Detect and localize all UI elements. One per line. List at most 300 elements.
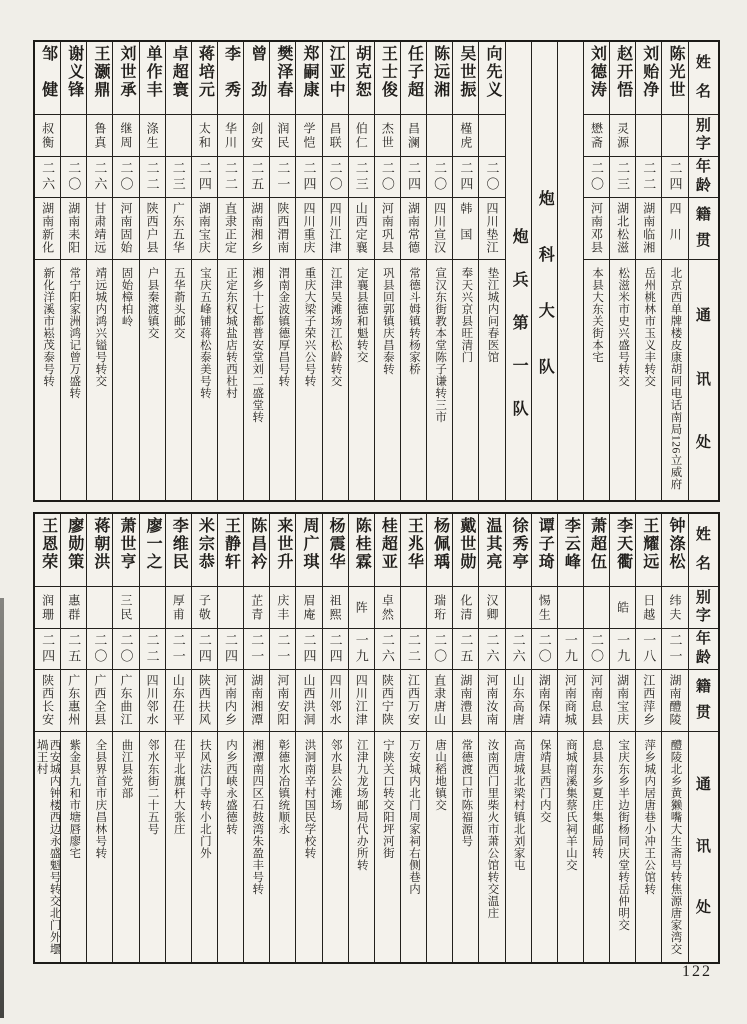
native-place-cell: 四川垫江 [479,197,504,259]
address-cell: 紫金县九和市塘唇廖宅 [61,731,86,962]
native-place-cell: 山东茌平 [166,669,191,731]
age-cell: 二一 [244,628,269,669]
address-cell: 松滋米市史兴盛号转交 [610,259,635,500]
roster-entry-column [531,514,557,962]
address-cell: 万安城内北门周家祠右侧巷内 [401,731,426,962]
courtesy-name-cell: 三民 [113,586,138,628]
address-cell: 彰德水冶镇统顺永 [270,731,295,962]
roster-entry-column [609,514,635,962]
native-place-cell: 直隶正定 [218,197,243,259]
courtesy-name-cell [558,586,583,628]
name-cell: 陈光世 [666,45,684,99]
roster-entry-column [217,42,243,500]
row-header-zi: 别 字 [689,586,719,628]
roster-entry-column [60,42,86,500]
row-header-name: 姓 名 [695,527,711,572]
roster-entry-column [243,514,269,962]
address-cell: 垫江城内问春医馆 [479,259,504,500]
roster-entry-column [191,514,217,962]
courtesy-name-cell: 皓 [610,586,635,628]
native-place-cell: 直隶唐山 [427,669,452,731]
courtesy-name-cell: 昌联 [323,114,348,156]
name-cell: 蒋朝洪 [91,517,109,571]
age-cell: 二四 [453,156,478,197]
native-place-cell: 湖南醴陵 [662,669,687,731]
name-cell: 郑嗣康 [300,45,318,99]
name-cell: 谭子琦 [536,517,554,571]
address-cell: 萍乡城内居唐巷小冲王公馆转 [636,731,661,962]
name-cell: 杨震华 [327,517,345,571]
roster-entry-column [139,514,165,962]
address-cell: 洪洞南辛村国民学校转 [296,731,321,962]
courtesy-name-cell: 槿虎 [453,114,478,156]
address-cell: 保靖县西门内交 [532,731,557,962]
address-cell: 五华萮头邮交 [166,259,191,500]
courtesy-name-cell: 阵 [349,586,374,628]
native-place-cell: 四川江津 [349,669,374,731]
native-place-cell: 河南内乡 [218,669,243,731]
address-cell: 巩县回郭镇庆昌泰转 [375,259,400,500]
roster-entry-column [217,514,243,962]
native-place-cell: 湖南耒阳 [61,197,86,259]
native-place-cell: 陕西宁陕 [375,669,400,731]
courtesy-name-cell [87,586,112,628]
name-cell: 王耀远 [640,517,658,571]
section-title-column [505,42,531,500]
native-place-cell: 甘肃靖远 [87,197,112,259]
courtesy-name-cell: 懋斋 [584,114,609,156]
courtesy-name-cell: 继周 [113,114,138,156]
address-cell: 渭南金波镇德厚昌号转 [270,259,295,500]
roster-entry-column [452,514,478,962]
binding-shadow [0,598,4,1018]
courtesy-name-cell: 昌澜 [401,114,426,156]
native-place-cell: 河南安阳 [270,669,295,731]
row-header-native: 籍 贯 [689,669,719,731]
address-cell: 定襄县德和魁转交 [349,259,374,500]
section-title: 炮兵第一队 [510,228,528,443]
address-cell: 岳州桃林市玉义丰转交 [636,259,661,500]
native-place-cell: 湖南临湘 [636,197,661,259]
age-cell: 二二 [636,156,661,197]
name-cell: 陈远湘 [431,45,449,99]
roster-entry-column [269,42,295,500]
name-cell: 温其亮 [483,517,501,571]
roster-entry-column [322,42,348,500]
name-cell: 李维民 [170,517,188,571]
age-cell: 二〇 [323,156,348,197]
age-cell: 二〇 [61,156,86,197]
courtesy-name-cell: 瑞珩 [427,586,452,628]
roster-entry-column [269,514,295,962]
native-place-cell: 湖南常德 [401,197,426,259]
roster-entry-column [635,514,661,962]
section-title-column [531,42,557,500]
roster-entry-column [478,514,504,962]
courtesy-name-cell [140,586,165,628]
courtesy-name-cell: 汉卿 [479,586,504,628]
courtesy-name-cell: 学恺 [296,114,321,156]
courtesy-name-cell [662,114,687,156]
courtesy-name-cell: 庆丰 [270,586,295,628]
age-cell: 二二 [401,628,426,669]
roster-table-top [33,40,720,502]
courtesy-name-cell: 润珊 [35,586,60,628]
courtesy-name-cell: 灵源 [610,114,635,156]
native-place-cell: 四川宣汉 [427,197,452,259]
age-cell: 一八 [636,628,661,669]
age-cell: 二〇 [427,628,452,669]
age-cell: 二六 [479,628,504,669]
age-cell: 二一 [166,628,191,669]
roster-entry-column [557,514,583,962]
roster-entry-column [400,42,426,500]
courtesy-name-cell [506,586,531,628]
courtesy-name-cell: 化清 [453,586,478,628]
name-cell: 桂超亚 [379,517,397,571]
native-place-cell: 广东五华 [166,197,191,259]
age-cell: 二〇 [479,156,504,197]
roster-entry-column [165,514,191,962]
address-cell: 宣汉东街教本堂陈子谦转三市 [427,259,452,500]
native-place-cell: 陕西渭南 [270,197,295,259]
name-cell: 来世升 [274,517,292,571]
native-place-cell: 广西全县 [87,669,112,731]
courtesy-name-cell [479,114,504,156]
row-header-name: 姓 名 [695,55,711,100]
native-place-cell: 陕西长安 [35,669,60,731]
age-cell: 二〇 [427,156,452,197]
name-cell: 吴世振 [457,45,475,99]
roster-entry-column [86,42,112,500]
name-cell: 刘贻净 [640,45,658,99]
name-cell: 杨佩瑀 [431,517,449,571]
name-cell: 王兆华 [405,517,423,571]
name-cell: 单作丰 [144,45,162,99]
address-cell: 靖远城内鸿兴镒号转交 [87,259,112,500]
name-cell: 王灏鼎 [91,45,109,99]
age-cell: 二四 [323,628,348,669]
name-cell: 樊泽春 [274,45,292,99]
age-cell: 二一 [662,628,687,669]
roster-entry-column [165,42,191,500]
address-cell: 全县界首市庆昌林号转 [87,731,112,962]
courtesy-name-cell: 子敬 [192,586,217,628]
age-cell: 二二 [140,156,165,197]
name-cell: 王士俊 [379,45,397,99]
row-header-address: 通 讯 处 [689,731,719,962]
age-cell: 二六 [506,628,531,669]
courtesy-name-cell: 鲁真 [87,114,112,156]
name-cell: 任子超 [405,45,423,99]
address-cell: 新化洋溪市崧茂泰号转 [35,259,60,500]
native-place-cell: 湖南保靖 [532,669,557,731]
roster-entry-column [452,42,478,500]
courtesy-name-cell: 日越 [636,586,661,628]
courtesy-name-cell: 惠群 [61,586,86,628]
row-header-zi: 别 字 [689,114,719,156]
roster-entry-column [609,42,635,500]
age-cell: 二一 [270,156,295,197]
age-cell: 二〇 [375,156,400,197]
age-cell: 二〇 [532,628,557,669]
age-cell: 二三 [349,156,374,197]
name-cell: 萧超伍 [588,517,606,571]
address-cell: 宝庆五峰铺蒋松泰美号转 [192,259,217,500]
age-cell: 二四 [296,628,321,669]
name-cell: 曾 劲 [248,45,266,99]
roster-entry-column [243,42,269,500]
name-cell: 米宗恭 [196,517,214,571]
address-cell: 宝庆东乡半边街杨同庆堂转岳仲明交 [610,731,635,962]
native-place-cell: 陕西户县 [140,197,165,259]
courtesy-name-cell [218,586,243,628]
native-place-cell: 河南息县 [584,669,609,731]
name-cell: 廖勋策 [65,517,83,571]
native-place-cell: 四川邻水 [323,669,348,731]
name-cell: 李天衢 [614,517,632,571]
address-cell: 商城南溪集蔡氏祠羊山交 [558,731,583,962]
courtesy-name-cell: 涤生 [140,114,165,156]
name-cell: 王静轩 [222,517,240,571]
age-cell: 一九 [349,628,374,669]
age-cell: 二五 [453,628,478,669]
roster-entry-column [374,514,400,962]
roster-entry-column [661,42,687,500]
roster-entry-column [374,42,400,500]
roster-entry-column [583,514,609,962]
courtesy-name-cell: 华川 [218,114,243,156]
courtesy-name-cell: 剑安 [244,114,269,156]
age-cell: 二〇 [113,628,138,669]
address-cell: 邻水东街二十五号 [140,731,165,962]
roster-entry-column [505,514,531,962]
roster-entry-column [295,514,321,962]
age-cell: 二四 [401,156,426,197]
address-cell: 茌平北旗杆大张庄 [166,731,191,962]
courtesy-name-cell [61,114,86,156]
native-place-cell: 湖南新化 [35,197,60,259]
native-place-cell: 江西萍乡 [636,669,661,731]
native-place-cell: 湖南湘乡 [244,197,269,259]
name-cell: 赵开悟 [614,45,632,99]
age-cell: 二四 [35,628,60,669]
native-place-cell: 湖南宝庆 [610,669,635,731]
native-place-cell: 山西定襄 [349,197,374,259]
native-place-cell: 湖南湘潭 [244,669,269,731]
native-place-cell: 江西万安 [401,669,426,731]
address-cell: 户县秦渡镇交 [140,259,165,500]
age-cell: 一九 [558,628,583,669]
age-cell: 二六 [87,156,112,197]
address-cell: 重庆大梁子荣兴公号转 [296,259,321,500]
name-cell: 戴世勋 [457,517,475,571]
name-cell: 卓超寰 [170,45,188,99]
courtesy-name-cell: 润民 [270,114,295,156]
address-cell: 息县东乡夏庄集邮局转 [584,731,609,962]
name-cell: 徐秀亭 [510,517,528,571]
roster-entry-column [583,42,609,500]
courtesy-name-cell: 厚甫 [166,586,191,628]
address-cell: 内乡西峡永盛德转 [218,731,243,962]
address-cell: 固始樟柏岭 [113,259,138,500]
address-cell: 常德斗姆镇转杨家桥 [401,259,426,500]
roster-entry-column [426,514,452,962]
name-cell: 蒋培元 [196,45,214,99]
name-cell: 廖一之 [144,517,162,571]
roster-entry-column [348,42,374,500]
roster-entry-column [112,42,138,500]
address-cell: 醴陵北乡黄獭嘴大生斋号转焦源唐家湾交 [662,731,687,962]
address-cell: 正定东权城盐店转西杜村 [218,259,243,500]
native-place-cell: 河南巩县 [375,197,400,259]
courtesy-name-cell [427,114,452,156]
spacer-column [557,42,583,500]
roster-table-bottom [33,512,720,964]
roster-entry-column [322,514,348,962]
name-cell: 萧世亨 [117,517,135,571]
name-cell: 刘德涛 [588,45,606,99]
address-cell: 北京西单牌楼皮康胡同电话南局126立威府 [662,259,687,500]
age-cell: 二四 [296,156,321,197]
native-place-cell: 四川江津 [323,197,348,259]
native-place-cell: 广东曲江 [113,669,138,731]
native-place-cell: 河南商城 [558,669,583,731]
roster-entry-column [348,514,374,962]
courtesy-name-cell: 祖熙 [323,586,348,628]
roster-entry-column [400,514,426,962]
age-cell: 二六 [35,156,60,197]
native-place-cell: 四川邻水 [140,669,165,731]
age-cell: 二二 [140,628,165,669]
roster-entry-column [661,514,687,962]
age-cell: 二五 [244,156,269,197]
address-cell: 江津吴滩场江松龄转交 [323,259,348,500]
name-cell: 胡克恕 [353,45,371,99]
name-cell: 谢义锋 [65,45,83,99]
roster-entry-column [191,42,217,500]
roster-entry-column [139,42,165,500]
address-cell: 曲江县党部 [113,731,138,962]
name-cell: 李云峰 [562,517,580,571]
courtesy-name-cell: 杰世 [375,114,400,156]
page-number: 122 [682,963,712,980]
address-cell: 邻水县公滩场 [323,731,348,962]
name-cell: 刘世承 [117,45,135,99]
courtesy-name-cell: 卓然 [375,586,400,628]
courtesy-name-cell [584,586,609,628]
native-place-cell: 湖南宝庆 [192,197,217,259]
name-cell: 邹 健 [39,45,57,99]
age-cell: 二四 [192,156,217,197]
age-cell: 二四 [192,628,217,669]
roster-entry-column [35,42,60,500]
age-cell: 二三 [166,156,191,197]
native-place-cell: 韩 国 [453,197,478,259]
age-cell: 二五 [61,628,86,669]
section-title: 炮科大队 [536,190,554,414]
age-cell: 二三 [610,156,635,197]
name-cell: 江亚中 [327,45,345,99]
native-place-cell: 河南邓县 [584,197,609,259]
address-cell: 唐山稻地镇交 [427,731,452,962]
name-cell: 周广琪 [300,517,318,571]
courtesy-name-cell [636,114,661,156]
row-header-address: 通 讯 处 [689,259,719,500]
name-cell: 钟涤松 [666,517,684,571]
roster-entry-column [295,42,321,500]
roster-entry-column [86,514,112,962]
native-place-cell: 四川重庆 [296,197,321,259]
row-headers-column [688,42,719,500]
native-place-cell: 河南汝南 [479,669,504,731]
roster-entry-column [60,514,86,962]
age-cell: 二〇 [584,156,609,197]
address-cell: 扶风法门寺转小北门外 [192,731,217,962]
courtesy-name-cell [401,586,426,628]
courtesy-name-cell [166,114,191,156]
address-cell: 湘乡十七都普安堂刘二盛堂转 [244,259,269,500]
courtesy-name-cell: 芷青 [244,586,269,628]
roster-entry-column [35,514,60,962]
age-cell: 二四 [218,628,243,669]
native-place-cell: 山东高唐 [506,669,531,731]
courtesy-name-cell: 纬夫 [662,586,687,628]
age-cell: 二一 [270,628,295,669]
age-cell: 二六 [375,628,400,669]
native-place-cell: 湖北松滋 [610,197,635,259]
roster-entry-column [478,42,504,500]
address-cell: 本县大东关街本宅 [584,259,609,500]
roster-entry-column [635,42,661,500]
age-cell: 二〇 [113,156,138,197]
name-cell: 王恩荣 [39,517,57,571]
address-cell: 宁陕关口转交阳坪河街 [375,731,400,962]
age-cell: 二二 [218,156,243,197]
age-cell: 二〇 [584,628,609,669]
row-headers-column [688,514,719,962]
courtesy-name-cell: 惕生 [532,586,557,628]
address-cell: 汝南西门里柴火市萧公馆转交温庄 [479,731,504,962]
address-cell: 奉天兴京县旺清门 [453,259,478,500]
courtesy-name-cell: 太和 [192,114,217,156]
name-cell: 陈桂霖 [353,517,371,571]
age-cell: 二〇 [87,628,112,669]
native-place-cell: 山西洪洞 [296,669,321,731]
name-cell: 陈昌衿 [248,517,266,571]
address-cell: 西安城内钟楼西边永盛魁号转交北门外壜堝王村 [35,731,60,962]
name-cell: 向先义 [483,45,501,99]
courtesy-name-cell: 叔衡 [35,114,60,156]
native-place-cell: 四 川 [662,197,687,259]
address-cell: 常德渡口市陈福源号 [453,731,478,962]
roster-entry-column [426,42,452,500]
age-cell: 一九 [610,628,635,669]
name-cell: 李 秀 [222,45,240,99]
roster-entry-column [112,514,138,962]
address-cell: 常宁阳家洲鸿记曾万盛转 [61,259,86,500]
native-place-cell: 广东惠州 [61,669,86,731]
row-header-native: 籍 贯 [689,197,719,259]
native-place-cell: 河南固始 [113,197,138,259]
native-place-cell: 湖南澧县 [453,669,478,731]
row-header-age: 年 龄 [689,628,719,669]
address-cell: 高唐城北梁村镇北刘家屯 [506,731,531,962]
age-cell: 二四 [662,156,687,197]
courtesy-name-cell: 眉庵 [296,586,321,628]
address-cell: 湘潭南四区石鼓湾朱盈丰号转 [244,731,269,962]
address-cell: 江津九龙场邮局代办所转 [349,731,374,962]
